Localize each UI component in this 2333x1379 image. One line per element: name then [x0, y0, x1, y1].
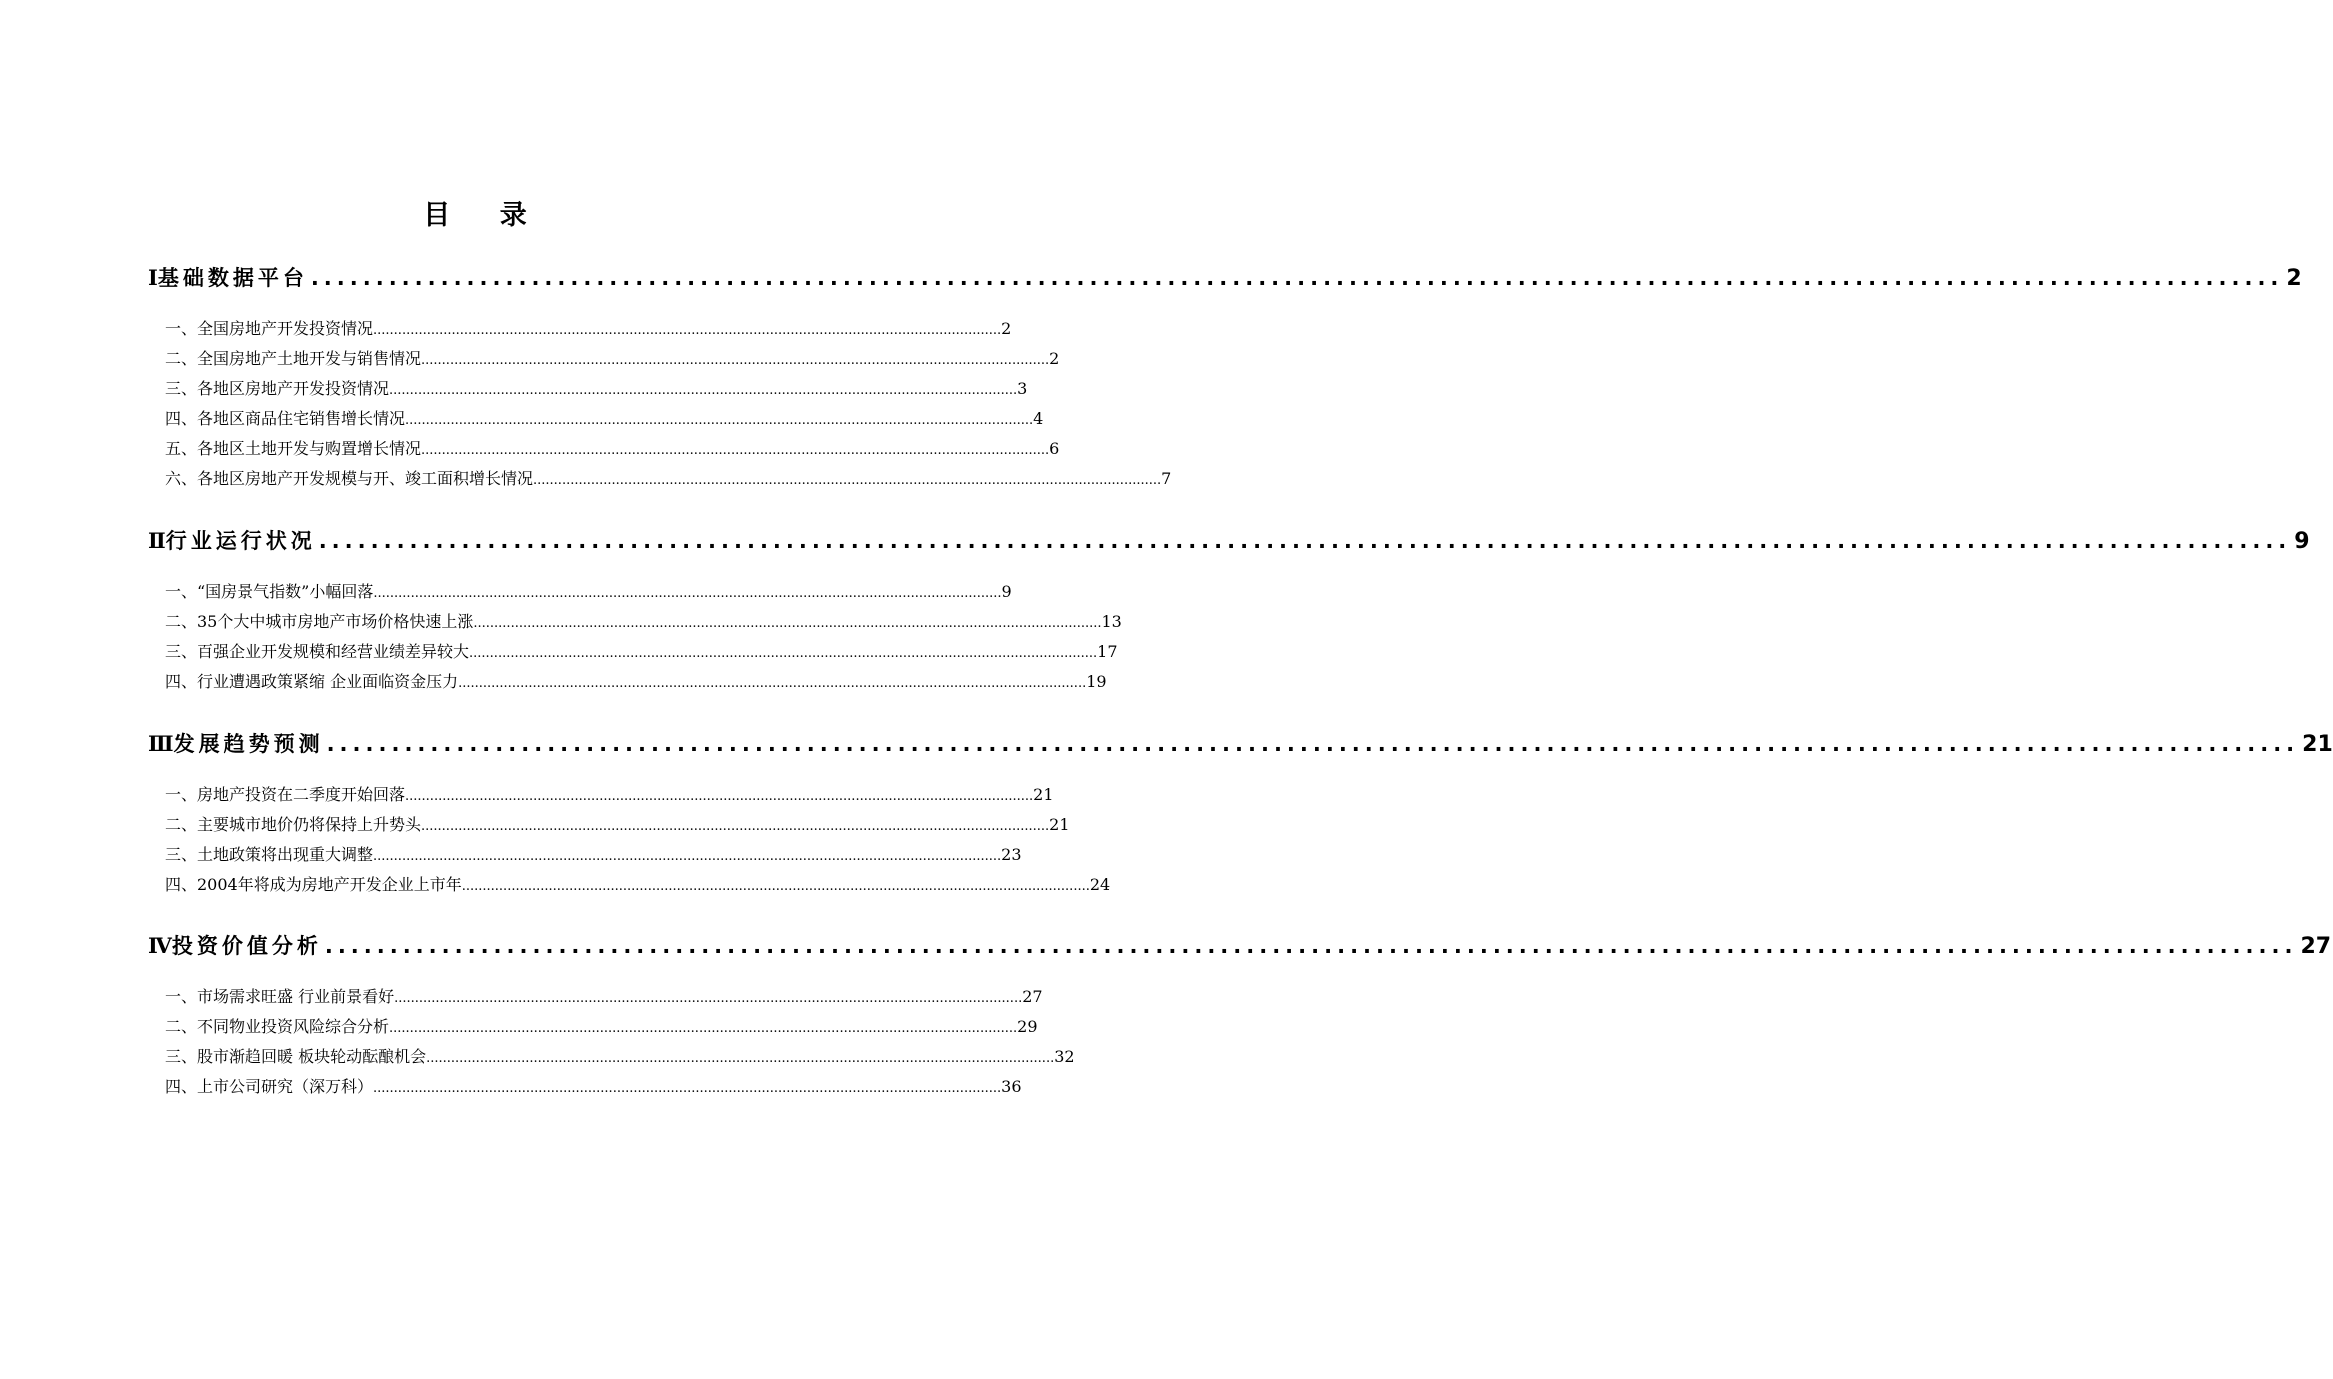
entry-page-number: 23 — [1001, 845, 1022, 864]
entry-label: 六、各地区房地产开发规模与开、竣工面积增长情况 — [165, 469, 534, 488]
page-title: 目 录 — [423, 200, 547, 231]
section-title: 基础数据平台 — [157, 266, 308, 290]
toc-section — [148, 930, 2332, 1104]
entry-label: 三、各地区房地产开发投资情况 — [165, 379, 390, 398]
toc-entry[interactable] — [165, 316, 1012, 346]
section-heading[interactable] — [148, 728, 2333, 762]
dot-leader: ........................................................................................................................................................ — [469, 646, 1098, 661]
toc-entry[interactable] — [165, 1074, 1022, 1104]
entry-list — [148, 984, 1075, 1104]
entry-page-number: 9 — [1001, 582, 1012, 601]
toc-section — [148, 262, 2302, 496]
entry-label: 四、2004年将成为房地产开发企业上市年 — [165, 875, 462, 894]
entry-page-number: 3 — [1017, 379, 1028, 398]
section-title: 行业运行状况 — [165, 529, 316, 553]
toc-entry[interactable] — [165, 842, 1022, 872]
entry-page-number: 36 — [1001, 1077, 1022, 1096]
section-number: Ⅳ — [148, 933, 172, 958]
entry-label: 四、行业遭遇政策紧缩 企业面临资金压力 — [165, 672, 459, 691]
toc-entry[interactable] — [165, 609, 1122, 639]
entry-page-number: 29 — [1017, 1017, 1038, 1036]
toc-entry[interactable] — [165, 346, 1060, 376]
dot-leader: ........................................................................................................................................................ — [389, 1021, 1018, 1036]
toc-entry[interactable] — [165, 466, 1172, 496]
dot-leader: ........................................................................................................................................................ — [326, 732, 2300, 756]
section-number: Ⅲ — [148, 731, 174, 756]
toc-entry[interactable] — [165, 1044, 1075, 1074]
dot-leader: ........................................................................................................................................................ — [318, 529, 2292, 553]
entry-page-number: 7 — [1161, 469, 1172, 488]
entry-page-number: 13 — [1101, 612, 1122, 631]
section-title: 投资价值分析 — [171, 934, 322, 958]
section-page-number: 9 — [2294, 529, 2310, 554]
entry-label: 二、主要城市地价仍将保持上升势头 — [165, 815, 422, 834]
dot-leader: ........................................................................................................................................................ — [421, 353, 1050, 368]
toc-entry[interactable] — [165, 579, 1012, 609]
toc-entry[interactable] — [165, 984, 1043, 1014]
entry-label: 三、股市渐趋回暖 板块轮动酝酿机会 — [165, 1047, 427, 1066]
toc-entry[interactable] — [165, 639, 1118, 669]
entry-page-number: 21 — [1033, 785, 1054, 804]
entry-page-number: 19 — [1086, 672, 1107, 691]
entry-page-number: 2 — [1049, 349, 1060, 368]
section-page-number: 27 — [2300, 934, 2332, 959]
entry-list — [148, 782, 1111, 902]
section-heading[interactable] — [148, 525, 2310, 559]
entry-page-number: 32 — [1054, 1047, 1075, 1066]
entry-label: 四、上市公司研究（深万科） — [165, 1077, 374, 1096]
entry-page-number: 27 — [1022, 987, 1043, 1006]
entry-page-number: 6 — [1049, 439, 1060, 458]
entry-label: 一、市场需求旺盛 行业前景看好 — [165, 987, 395, 1006]
dot-leader: ........................................................................................................................................................ — [405, 789, 1034, 804]
toc-entry[interactable] — [165, 406, 1044, 436]
toc-entry[interactable] — [165, 782, 1054, 812]
toc-entry[interactable] — [165, 436, 1060, 466]
section-number: Ⅰ — [148, 265, 158, 290]
entry-label: 二、全国房地产土地开发与销售情况 — [165, 349, 422, 368]
dot-leader: ........................................................................................................................................................ — [373, 323, 1002, 338]
dot-leader: ........................................................................................................................................................ — [533, 473, 1162, 488]
toc-entry[interactable] — [165, 669, 1107, 699]
section-heading[interactable] — [148, 930, 2332, 964]
entry-list — [148, 316, 1172, 496]
dot-leader: ........................................................................................................................................................ — [461, 879, 1090, 894]
toc-section — [148, 728, 2333, 902]
section-number: Ⅱ — [148, 528, 166, 553]
entry-page-number: 4 — [1033, 409, 1044, 428]
entry-page-number: 24 — [1089, 875, 1111, 894]
dot-leader: ........................................................................................................................................................ — [458, 676, 1087, 691]
dot-leader: ........................................................................................................................................................ — [405, 413, 1034, 428]
entry-label: 三、土地政策将出现重大调整 — [165, 845, 374, 864]
dot-leader: ........................................................................................................................................................ — [373, 586, 1002, 601]
entry-label: 二、不同物业投资风险综合分析 — [165, 1017, 390, 1036]
section-page-number: 2 — [2286, 266, 2302, 291]
entry-label: 五、各地区土地开发与购置增长情况 — [165, 439, 422, 458]
toc-entry[interactable] — [165, 1014, 1038, 1044]
dot-leader: ........................................................................................................................................................ — [373, 849, 1002, 864]
dot-leader: ........................................................................................................................................................ — [373, 1081, 1002, 1096]
dot-leader: ........................................................................................................................................................ — [426, 1051, 1055, 1066]
dot-leader: ........................................................................................................................................................ — [421, 443, 1050, 458]
entry-page-number: 17 — [1097, 642, 1118, 661]
dot-leader: ........................................................................................................................................................ — [389, 383, 1018, 398]
entry-list — [148, 579, 1122, 699]
entry-label: 一、房地产投资在二季度开始回落 — [165, 785, 406, 804]
section-page-number: 21 — [2302, 732, 2333, 757]
dot-leader: ........................................................................................................................................................ — [394, 991, 1023, 1006]
section-title: 发展趋势预测 — [173, 732, 324, 756]
entry-label: 一、“国房景气指数”小幅回落 — [165, 582, 374, 601]
dot-leader: ........................................................................................................................................................ — [324, 934, 2298, 958]
entry-page-number: 21 — [1049, 815, 1070, 834]
toc-entry[interactable] — [165, 872, 1111, 902]
toc-entry[interactable] — [165, 812, 1070, 842]
entry-label: 四、各地区商品住宅销售增长情况 — [165, 409, 406, 428]
entry-page-number: 2 — [1001, 319, 1012, 338]
dot-leader: ........................................................................................................................................................ — [421, 819, 1050, 834]
toc-section — [148, 525, 2310, 699]
entry-label: 一、全国房地产开发投资情况 — [165, 319, 374, 338]
toc-entry[interactable] — [165, 376, 1028, 406]
entry-label: 三、百强企业开发规模和经营业绩差异较大 — [165, 642, 470, 661]
section-heading[interactable] — [148, 262, 2302, 296]
dot-leader: ........................................................................................................................................................ — [310, 266, 2284, 290]
entry-label: 二、35个大中城市房地产市场价格快速上涨 — [165, 612, 474, 631]
dot-leader: ........................................................................................................................................................ — [473, 616, 1102, 631]
